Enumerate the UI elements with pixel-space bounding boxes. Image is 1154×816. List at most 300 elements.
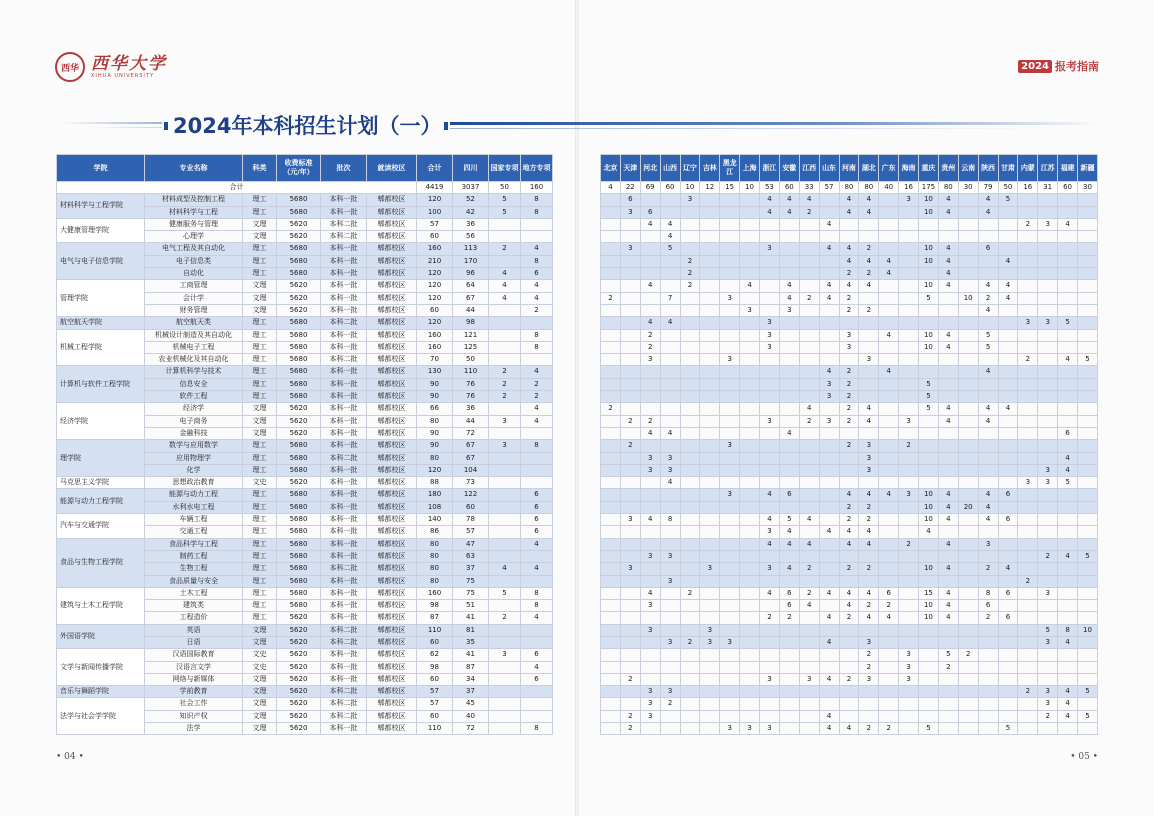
table-cell bbox=[1078, 304, 1098, 316]
table-cell: 6 bbox=[978, 243, 998, 255]
table-cell: 175 bbox=[919, 182, 939, 194]
table-cell: 60 bbox=[1058, 182, 1078, 194]
table-cell bbox=[720, 341, 740, 353]
table-cell bbox=[620, 231, 640, 243]
table-cell bbox=[700, 612, 720, 624]
table-cell: 10 bbox=[919, 489, 939, 501]
table-cell bbox=[1018, 612, 1038, 624]
table-cell bbox=[640, 649, 660, 661]
table-cell bbox=[879, 514, 899, 526]
table-cell: 120 bbox=[417, 292, 453, 304]
table-cell: 3 bbox=[899, 194, 919, 206]
table-row bbox=[601, 723, 1098, 735]
table-cell bbox=[958, 489, 978, 501]
table-cell bbox=[879, 415, 899, 427]
table-row bbox=[601, 243, 1098, 255]
province-header: 浙江 bbox=[760, 155, 780, 182]
table-cell bbox=[998, 243, 1018, 255]
table-cell: 2 bbox=[839, 501, 859, 513]
table-cell: 4 bbox=[978, 415, 998, 427]
table-cell bbox=[720, 538, 740, 550]
table-cell: 2 bbox=[680, 268, 700, 280]
table-cell bbox=[720, 268, 740, 280]
table-cell bbox=[819, 477, 839, 489]
table-cell bbox=[938, 477, 958, 489]
table-cell: 6 bbox=[521, 501, 553, 513]
table-cell bbox=[899, 563, 919, 575]
table-cell bbox=[859, 366, 879, 378]
table-cell: 5680 bbox=[277, 464, 321, 476]
table-cell bbox=[1058, 673, 1078, 685]
table-cell bbox=[899, 464, 919, 476]
table-cell bbox=[919, 427, 939, 439]
table-cell bbox=[1038, 354, 1058, 366]
table-cell: 汉语国际教育 bbox=[145, 649, 243, 661]
table-cell bbox=[1078, 317, 1098, 329]
table-cell bbox=[978, 477, 998, 489]
table-row bbox=[57, 280, 553, 292]
table-cell bbox=[700, 440, 720, 452]
table-cell bbox=[919, 710, 939, 722]
table-cell: 75 bbox=[453, 575, 489, 587]
table-cell: 50 bbox=[489, 182, 521, 194]
table-cell: 10 bbox=[680, 182, 700, 194]
table-cell: 本科一批 bbox=[321, 550, 367, 562]
table-cell bbox=[1018, 255, 1038, 267]
table-cell bbox=[1058, 440, 1078, 452]
table-cell: 4 bbox=[998, 280, 1018, 292]
table-cell bbox=[601, 649, 621, 661]
table-cell: 3 bbox=[859, 673, 879, 685]
table-cell bbox=[839, 698, 859, 710]
table-cell bbox=[1078, 243, 1098, 255]
table-cell bbox=[1018, 587, 1038, 599]
table-cell: 8 bbox=[521, 341, 553, 353]
table-cell bbox=[1058, 329, 1078, 341]
table-cell bbox=[700, 206, 720, 218]
table-row bbox=[57, 587, 553, 599]
table-cell bbox=[899, 243, 919, 255]
table-cell bbox=[760, 661, 780, 673]
table-cell: 汉语言文学 bbox=[145, 661, 243, 673]
table-cell: 2 bbox=[839, 612, 859, 624]
table-cell: 本科一批 bbox=[321, 673, 367, 685]
table-cell: 本科一批 bbox=[321, 723, 367, 735]
table-cell bbox=[819, 268, 839, 280]
table-cell bbox=[998, 686, 1018, 698]
college-name: 经济学院 bbox=[57, 403, 145, 440]
college-name: 法学与社会学学院 bbox=[57, 698, 145, 735]
table-cell bbox=[938, 575, 958, 587]
table-cell: 2 bbox=[620, 710, 640, 722]
table-cell bbox=[720, 427, 740, 439]
table-cell: 本科一批 bbox=[321, 649, 367, 661]
table-cell: 4 bbox=[521, 280, 553, 292]
table-cell bbox=[620, 698, 640, 710]
table-cell bbox=[740, 268, 760, 280]
table-cell: 4 bbox=[998, 255, 1018, 267]
table-cell: 健康服务与管理 bbox=[145, 218, 243, 230]
table-cell: 4 bbox=[640, 587, 660, 599]
table-cell bbox=[660, 206, 680, 218]
table-cell: 2 bbox=[489, 378, 521, 390]
table-cell: 4 bbox=[779, 292, 799, 304]
table-cell: 郫都校区 bbox=[367, 452, 417, 464]
table-cell: 郫都校区 bbox=[367, 698, 417, 710]
table-cell bbox=[601, 501, 621, 513]
table-cell bbox=[680, 366, 700, 378]
table-cell: 4 bbox=[938, 489, 958, 501]
table-row bbox=[601, 636, 1098, 648]
table-cell bbox=[1038, 600, 1058, 612]
table-cell: 4 bbox=[859, 255, 879, 267]
table-cell bbox=[839, 624, 859, 636]
table-cell: 3 bbox=[660, 686, 680, 698]
table-cell bbox=[1018, 673, 1038, 685]
table-cell bbox=[1018, 452, 1038, 464]
table-cell: 郫都校区 bbox=[367, 514, 417, 526]
table-cell bbox=[958, 698, 978, 710]
table-cell: 3 bbox=[819, 378, 839, 390]
table-cell bbox=[899, 317, 919, 329]
table-cell bbox=[879, 464, 899, 476]
table-cell bbox=[601, 710, 621, 722]
table-row bbox=[601, 575, 1098, 587]
table-cell bbox=[839, 686, 859, 698]
table-cell: 文理 bbox=[243, 280, 277, 292]
table-cell bbox=[1058, 366, 1078, 378]
table-cell bbox=[601, 440, 621, 452]
table-cell bbox=[740, 698, 760, 710]
table-cell: 6 bbox=[998, 587, 1018, 599]
table-cell: 5620 bbox=[277, 304, 321, 316]
table-row bbox=[601, 231, 1098, 243]
table-cell bbox=[978, 354, 998, 366]
table-cell bbox=[760, 649, 780, 661]
table-cell bbox=[1078, 563, 1098, 575]
table-cell bbox=[1078, 452, 1098, 464]
table-cell bbox=[899, 329, 919, 341]
province-header: 陕西 bbox=[978, 155, 998, 182]
table-cell bbox=[1038, 403, 1058, 415]
table-cell bbox=[859, 317, 879, 329]
table-cell bbox=[958, 403, 978, 415]
table-cell: 4 bbox=[998, 403, 1018, 415]
table-cell bbox=[1018, 280, 1038, 292]
table-cell: 郫都校区 bbox=[367, 304, 417, 316]
table-cell bbox=[1078, 440, 1098, 452]
table-cell: 4 bbox=[839, 538, 859, 550]
table-cell: 2 bbox=[978, 563, 998, 575]
table-cell: 2 bbox=[799, 587, 819, 599]
table-cell: 英语 bbox=[145, 624, 243, 636]
table-cell bbox=[879, 292, 899, 304]
table-cell bbox=[700, 526, 720, 538]
province-header: 北京 bbox=[601, 155, 621, 182]
table-cell: 113 bbox=[453, 243, 489, 255]
table-cell: 2 bbox=[859, 501, 879, 513]
table-cell bbox=[1018, 661, 1038, 673]
table-cell: 2 bbox=[521, 304, 553, 316]
table-cell: 本科二批 bbox=[321, 354, 367, 366]
table-cell bbox=[958, 710, 978, 722]
table-cell bbox=[998, 317, 1018, 329]
table-cell bbox=[700, 317, 720, 329]
table-cell: 80 bbox=[859, 182, 879, 194]
table-cell bbox=[1078, 723, 1098, 735]
table-cell bbox=[879, 526, 899, 538]
province-header: 辽宁 bbox=[680, 155, 700, 182]
table-cell bbox=[978, 723, 998, 735]
table-cell bbox=[660, 304, 680, 316]
table-cell bbox=[1078, 526, 1098, 538]
table-cell: 理工 bbox=[243, 612, 277, 624]
table-cell bbox=[1018, 698, 1038, 710]
province-header: 吉林 bbox=[700, 155, 720, 182]
table-cell bbox=[819, 514, 839, 526]
table-cell: 4 bbox=[978, 206, 998, 218]
table-cell bbox=[899, 378, 919, 390]
table-cell bbox=[601, 686, 621, 698]
table-cell: 2 bbox=[859, 268, 879, 280]
table-cell bbox=[938, 636, 958, 648]
table-cell: 40 bbox=[879, 182, 899, 194]
table-cell bbox=[1078, 587, 1098, 599]
table-cell: 4 bbox=[779, 563, 799, 575]
table-cell bbox=[680, 550, 700, 562]
table-cell bbox=[819, 575, 839, 587]
table-cell bbox=[779, 243, 799, 255]
table-cell: 5620 bbox=[277, 218, 321, 230]
table-cell bbox=[640, 673, 660, 685]
table-cell: 4 bbox=[521, 538, 553, 550]
table-cell bbox=[740, 218, 760, 230]
table-cell bbox=[859, 391, 879, 403]
table-cell bbox=[1018, 415, 1038, 427]
table-row bbox=[601, 624, 1098, 636]
table-cell bbox=[660, 366, 680, 378]
table-cell: 郫都校区 bbox=[367, 341, 417, 353]
table-cell: 5620 bbox=[277, 292, 321, 304]
table-cell: 本科一批 bbox=[321, 464, 367, 476]
table-cell bbox=[700, 218, 720, 230]
table-cell bbox=[760, 636, 780, 648]
table-cell bbox=[521, 686, 553, 698]
table-cell: 3 bbox=[899, 661, 919, 673]
table-cell: 31 bbox=[1038, 182, 1058, 194]
seal-icon: 西华 bbox=[55, 52, 85, 82]
table-cell bbox=[489, 341, 521, 353]
table-cell bbox=[660, 391, 680, 403]
table-cell bbox=[1078, 255, 1098, 267]
table-cell: 2 bbox=[489, 243, 521, 255]
table-cell: 3 bbox=[899, 673, 919, 685]
table-cell: 4 bbox=[740, 280, 760, 292]
table-cell: 文理 bbox=[243, 710, 277, 722]
table-cell bbox=[779, 255, 799, 267]
table-cell: 本科二批 bbox=[321, 452, 367, 464]
table-cell: 4 bbox=[640, 280, 660, 292]
table-cell bbox=[740, 415, 760, 427]
table-cell bbox=[779, 268, 799, 280]
table-cell bbox=[799, 341, 819, 353]
table-cell: 本科一批 bbox=[321, 268, 367, 280]
table-cell bbox=[740, 255, 760, 267]
table-cell bbox=[1078, 649, 1098, 661]
table-cell bbox=[601, 427, 621, 439]
table-cell: 67 bbox=[453, 440, 489, 452]
table-cell: 郫都校区 bbox=[367, 624, 417, 636]
table-row bbox=[57, 624, 553, 636]
table-cell: 本科一批 bbox=[321, 329, 367, 341]
table-cell: 4 bbox=[978, 366, 998, 378]
table-cell bbox=[740, 366, 760, 378]
table-cell: 本科一批 bbox=[321, 280, 367, 292]
table-cell bbox=[819, 354, 839, 366]
table-cell bbox=[899, 526, 919, 538]
table-cell: 4 bbox=[938, 329, 958, 341]
table-cell bbox=[601, 206, 621, 218]
table-cell bbox=[839, 231, 859, 243]
table-cell: 6 bbox=[640, 206, 660, 218]
table-cell: 3 bbox=[720, 636, 740, 648]
table-cell: 5620 bbox=[277, 661, 321, 673]
table-cell bbox=[919, 464, 939, 476]
table-cell bbox=[1038, 452, 1058, 464]
table-cell: 3 bbox=[760, 673, 780, 685]
table-cell bbox=[740, 587, 760, 599]
table-cell bbox=[489, 464, 521, 476]
table-cell bbox=[978, 526, 998, 538]
table-cell bbox=[740, 464, 760, 476]
table-cell: 130 bbox=[417, 366, 453, 378]
table-cell: 本科二批 bbox=[321, 698, 367, 710]
table-cell bbox=[859, 575, 879, 587]
table-cell: 文理 bbox=[243, 304, 277, 316]
table-cell: 财务管理 bbox=[145, 304, 243, 316]
table-cell bbox=[1058, 268, 1078, 280]
table-cell: 4 bbox=[938, 538, 958, 550]
table-cell: 4 bbox=[779, 280, 799, 292]
table-cell bbox=[680, 575, 700, 587]
table-cell: 郫都校区 bbox=[367, 538, 417, 550]
table-cell: 120 bbox=[417, 317, 453, 329]
table-cell bbox=[620, 464, 640, 476]
table-cell bbox=[1058, 575, 1078, 587]
province-header: 内蒙 bbox=[1018, 155, 1038, 182]
table-cell bbox=[1038, 612, 1058, 624]
table-cell: 120 bbox=[417, 268, 453, 280]
table-cell bbox=[700, 661, 720, 673]
table-cell: 5680 bbox=[277, 600, 321, 612]
table-cell bbox=[998, 231, 1018, 243]
table-cell bbox=[660, 526, 680, 538]
table-cell bbox=[978, 255, 998, 267]
table-cell: 农业机械化及其自动化 bbox=[145, 354, 243, 366]
table-cell bbox=[1018, 710, 1038, 722]
table-cell bbox=[489, 304, 521, 316]
table-cell: 4 bbox=[779, 538, 799, 550]
table-cell: 郫都校区 bbox=[367, 391, 417, 403]
table-cell bbox=[938, 292, 958, 304]
table-cell bbox=[1038, 280, 1058, 292]
table-cell bbox=[998, 391, 1018, 403]
table-cell: 80 bbox=[417, 538, 453, 550]
table-cell: 2 bbox=[859, 563, 879, 575]
table-cell: 5 bbox=[779, 514, 799, 526]
table-row bbox=[601, 452, 1098, 464]
table-cell: 56 bbox=[453, 231, 489, 243]
table-cell: 5620 bbox=[277, 649, 321, 661]
table-cell bbox=[700, 698, 720, 710]
table-cell bbox=[879, 280, 899, 292]
table-cell bbox=[978, 575, 998, 587]
table-cell: 5680 bbox=[277, 587, 321, 599]
table-cell bbox=[1018, 378, 1038, 390]
table-cell bbox=[489, 231, 521, 243]
table-cell bbox=[1038, 427, 1058, 439]
table-cell bbox=[1018, 649, 1038, 661]
table-cell bbox=[740, 673, 760, 685]
table-cell bbox=[839, 427, 859, 439]
table-cell: 44 bbox=[453, 415, 489, 427]
table-cell bbox=[899, 710, 919, 722]
table-cell bbox=[601, 243, 621, 255]
table-cell bbox=[740, 538, 760, 550]
table-cell: 10 bbox=[919, 329, 939, 341]
table-cell bbox=[819, 550, 839, 562]
table-cell: 10 bbox=[919, 255, 939, 267]
table-cell: 3 bbox=[1018, 317, 1038, 329]
province-header: 安徽 bbox=[779, 155, 799, 182]
table-cell bbox=[799, 452, 819, 464]
table-cell bbox=[879, 231, 899, 243]
table-cell bbox=[1078, 538, 1098, 550]
table-cell bbox=[660, 403, 680, 415]
table-cell bbox=[640, 403, 660, 415]
table-cell bbox=[640, 292, 660, 304]
table-cell: 本科一批 bbox=[321, 243, 367, 255]
table-cell: 本科一批 bbox=[321, 194, 367, 206]
table-cell bbox=[640, 391, 660, 403]
table-cell: 2 bbox=[640, 329, 660, 341]
table-cell: 3 bbox=[640, 710, 660, 722]
table-cell bbox=[839, 477, 859, 489]
table-cell: 建筑类 bbox=[145, 600, 243, 612]
table-cell: 122 bbox=[453, 489, 489, 501]
table-cell: 本科一批 bbox=[321, 612, 367, 624]
college-name: 文学与新闻传播学院 bbox=[57, 649, 145, 686]
table-cell: 34 bbox=[453, 673, 489, 685]
table-cell bbox=[978, 649, 998, 661]
table-cell bbox=[799, 255, 819, 267]
table-cell bbox=[620, 575, 640, 587]
table-cell bbox=[740, 329, 760, 341]
table-cell: 16 bbox=[1018, 182, 1038, 194]
table-cell: 3 bbox=[720, 440, 740, 452]
table-cell bbox=[839, 354, 859, 366]
table-cell bbox=[1078, 489, 1098, 501]
table-cell: 5 bbox=[1078, 686, 1098, 698]
province-header: 山西 bbox=[660, 155, 680, 182]
table-cell: 心理学 bbox=[145, 231, 243, 243]
table-cell bbox=[489, 477, 521, 489]
table-cell bbox=[680, 218, 700, 230]
table-cell: 理工 bbox=[243, 317, 277, 329]
table-row bbox=[601, 329, 1098, 341]
table-cell: 6 bbox=[779, 489, 799, 501]
table-cell: 理工 bbox=[243, 329, 277, 341]
